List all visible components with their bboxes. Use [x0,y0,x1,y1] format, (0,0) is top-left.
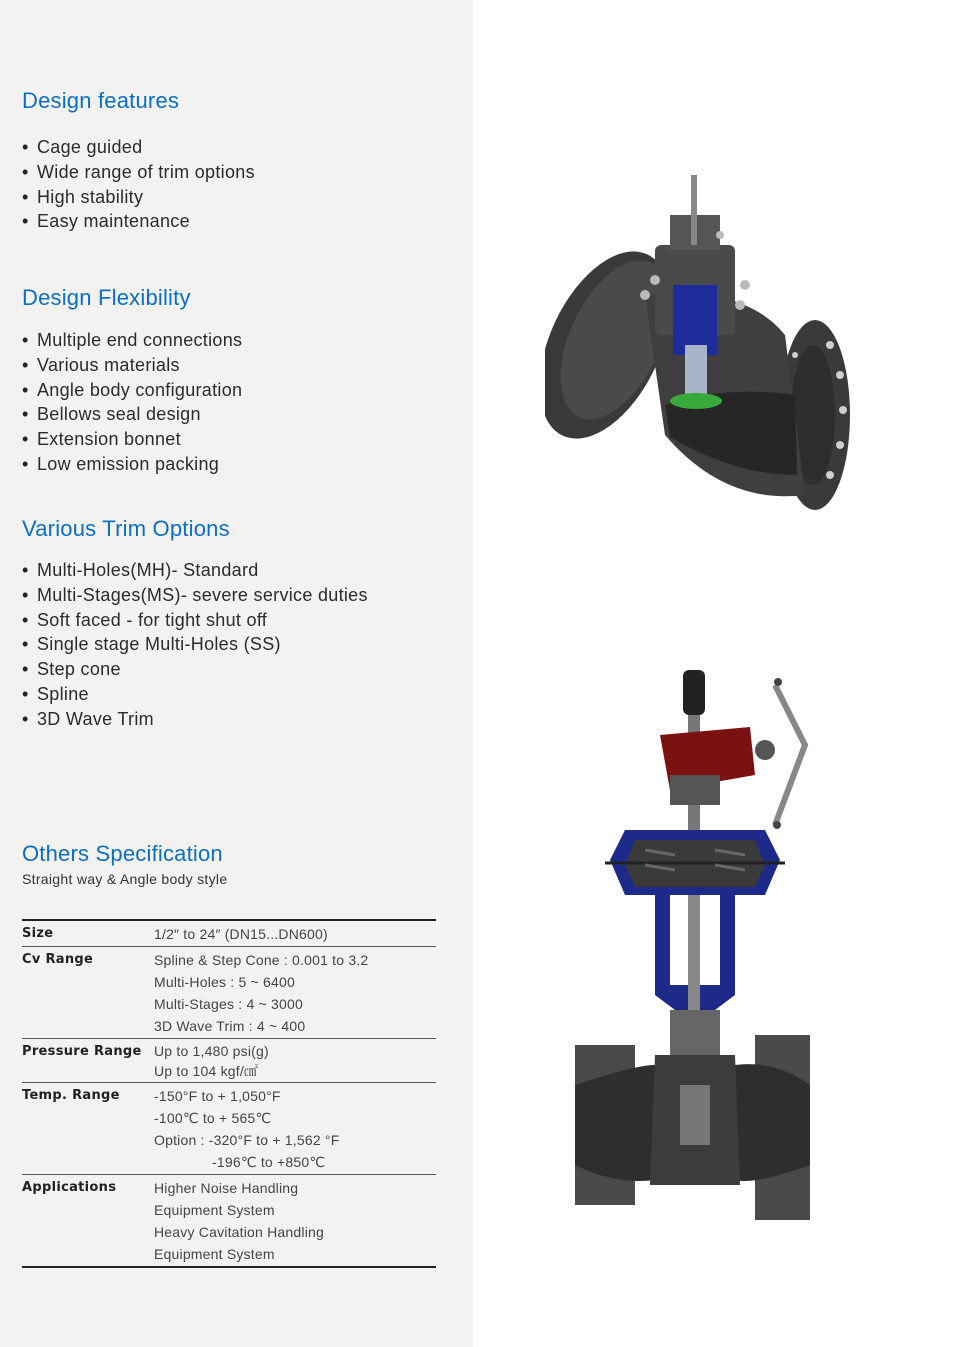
trim-options-list [22,558,368,732]
spec-value: Equipment System [154,1246,275,1262]
spec-value: Spline & Step Cone : 0.001 to 3.2 [154,952,369,968]
trim-options-heading: Various Trim Options [22,516,230,541]
spec-value: Up to 104 kgf/㎠ [154,1063,259,1079]
list-item: • Wide range of trim options [22,160,255,185]
list-item: • Cage guided [22,135,255,160]
spec-value: Multi-Stages : 4 ~ 3000 [154,996,303,1012]
others-spec-subtitle: Straight way & Angle body style [22,871,228,887]
spec-label: Size [22,926,54,941]
spec-value: -196℃ to +850℃ [212,1154,326,1170]
others-spec-heading: Others Specification [22,841,223,866]
list-item: • Multi-Holes(MH)- Standard [22,558,368,583]
list-item: • 3D Wave Trim [22,707,368,732]
table-row [22,1039,436,1083]
spec-values [154,923,436,945]
design-features-list [22,135,255,234]
table-row [22,947,436,1039]
spec-label: Pressure Range [22,1044,142,1059]
list-item: • Bellows seal design [22,402,242,427]
spec-values [154,949,436,1037]
design-flexibility-heading: Design Flexibility [22,285,191,310]
list-item: • Extension bonnet [22,427,242,452]
list-item: • Easy maintenance [22,209,255,234]
angle-valve-image [545,175,865,515]
straight-valve-actuator-image [575,665,815,1225]
list-item: • Multi-Stages(MS)- severe service duties [22,583,368,608]
spec-values [154,1085,436,1173]
spec-value: Up to 1,480 psi(g) [154,1043,269,1059]
spec-value: Heavy Cavitation Handling [154,1224,324,1240]
list-item: • Low emission packing [22,452,242,477]
list-item: • Single stage Multi-Holes (SS) [22,632,368,657]
spec-value: 1/2″ to 24″ (DN15...DN600) [154,926,328,942]
spec-value: Higher Noise Handling [154,1180,299,1196]
spec-value: -100℃ to + 565℃ [154,1110,272,1126]
spec-value: -150°F to + 1,050°F [154,1088,281,1104]
spec-values [154,1041,436,1081]
spec-value: Multi-Holes : 5 ~ 6400 [154,974,295,990]
spec-value: Option : -320°F to + 1,562 °F [154,1132,340,1148]
spec-label: Applications [22,1180,117,1195]
list-item: • Soft faced - for tight shut off [22,608,368,633]
list-item: • Various materials [22,353,242,378]
list-item: • Step cone [22,657,368,682]
list-item: • Spline [22,682,368,707]
spec-label: Cv Range [22,952,94,967]
design-flexibility-list [22,328,242,477]
list-item: • Angle body configuration [22,378,242,403]
table-row [22,921,436,947]
design-features-heading: Design features [22,88,180,113]
table-row [22,1175,436,1266]
table-row [22,1083,436,1175]
list-item: • Multiple end connections [22,328,242,353]
spec-value: Equipment System [154,1202,275,1218]
spec-table [22,919,436,1268]
spec-label: Temp. Range [22,1088,120,1103]
spec-values [154,1177,436,1265]
list-item: • High stability [22,185,255,210]
spec-value: 3D Wave Trim : 4 ~ 400 [154,1018,306,1034]
